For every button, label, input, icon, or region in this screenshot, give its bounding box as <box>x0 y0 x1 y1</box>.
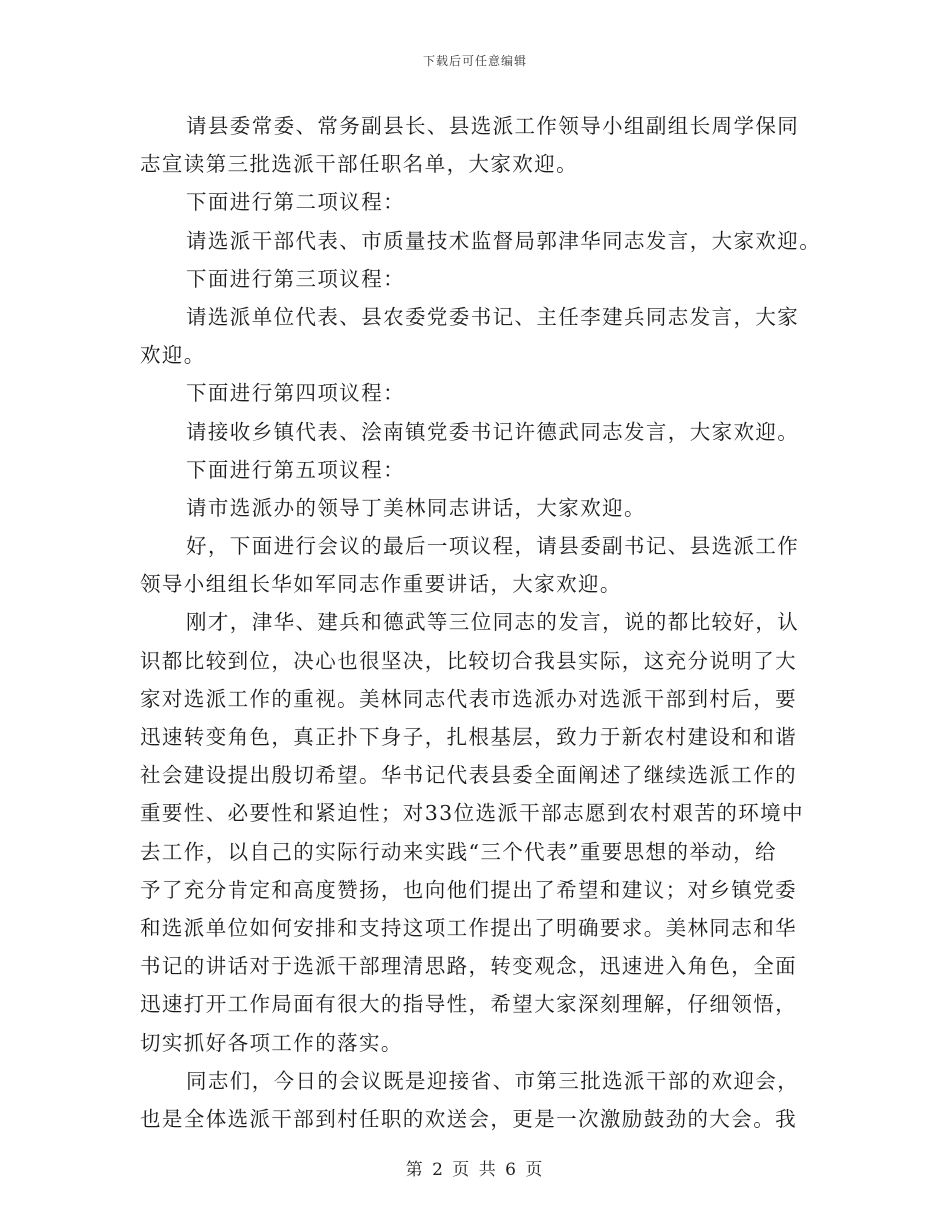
text-line: 去工作，以自己的实际行动来实践“三个代表”重要思想的举动，给 <box>140 839 777 864</box>
text-line: 迅速打开工作局面有很大的指导性，希望大家深刻理解，仔细领悟， <box>140 992 797 1017</box>
text-line: 刚才，津华、建兵和德武等三位同志的发言，说的都比较好，认 <box>186 610 800 635</box>
text-line: 予了充分肯定和高度赞扬，也向他们提出了希望和建议；对乡镇党委 <box>140 877 797 902</box>
text-line: 欢迎。 <box>140 343 206 368</box>
text-line: 书记的讲话对于选派干部理清思路，转变观念，迅速进入角色，全面 <box>140 954 797 979</box>
text-line: 重要性、必要性和紧迫性；对33位选派干部志愿到农村艰苦的环境中 <box>140 801 804 826</box>
text-line: 请选派干部代表、市质量技术监督局郭津华同志发言，大家欢迎。 <box>186 228 822 253</box>
text-line: 家对选派工作的重视。美林同志代表市选派办对选派干部到村后，要 <box>140 686 797 711</box>
text-line: 和选派单位如何安排和支持这项工作提出了明确要求。美林同志和华 <box>140 915 797 940</box>
text-line: 下面进行第五项议程： <box>186 457 405 482</box>
text-line: 请市选派办的领导丁美林同志讲话，大家欢迎。 <box>186 495 646 520</box>
document-body <box>140 107 822 1138</box>
text-line: 下面进行第二项议程： <box>186 190 405 215</box>
text-line: 下面进行第三项议程： <box>186 266 405 291</box>
text-line: 也是全体选派干部到村任职的欢送会，更是一次激励鼓劲的大会。我 <box>140 1106 797 1131</box>
text-line: 好，下面进行会议的最后一项议程，请县委副书记、县选派工作 <box>186 534 800 559</box>
text-line: 识都比较到位，决心也很坚决，比较切合我县实际，这充分说明了大 <box>140 648 797 673</box>
text-line: 志宣读第三批选派干部任职名单，大家欢迎。 <box>140 152 578 177</box>
text-line: 请县委常委、常务副县长、县选派工作领导小组副组长周学保同 <box>186 114 800 138</box>
text-line: 切实抓好各项工作的落实。 <box>140 1030 403 1055</box>
text-line: 请选派单位代表、县农委党委书记、主任李建兵同志发言，大家 <box>186 304 800 329</box>
text-line: 领导小组组长华如军同志作重要讲话，大家欢迎。 <box>140 572 622 597</box>
text-line: 下面进行第四项议程： <box>186 381 405 406</box>
text-line: 同志们，今日的会议既是迎接省、市第三批选派干部的欢迎会， <box>186 1068 800 1093</box>
text-line: 社会建设提出殷切希望。华书记代表县委全面阐述了继续选派工作的 <box>140 763 797 788</box>
text-line: 迅速转变角色，真正扑下身子，扎根基层，致力于新农村建设和和谐 <box>140 725 797 749</box>
text-line: 请接收乡镇代表、浍南镇党委书记许德武同志发言，大家欢迎。 <box>186 419 800 444</box>
page-number-footer: 第 2 页 共 6 页 <box>405 1160 545 1180</box>
page-header-note: 下载后可任意编辑 <box>422 54 527 68</box>
